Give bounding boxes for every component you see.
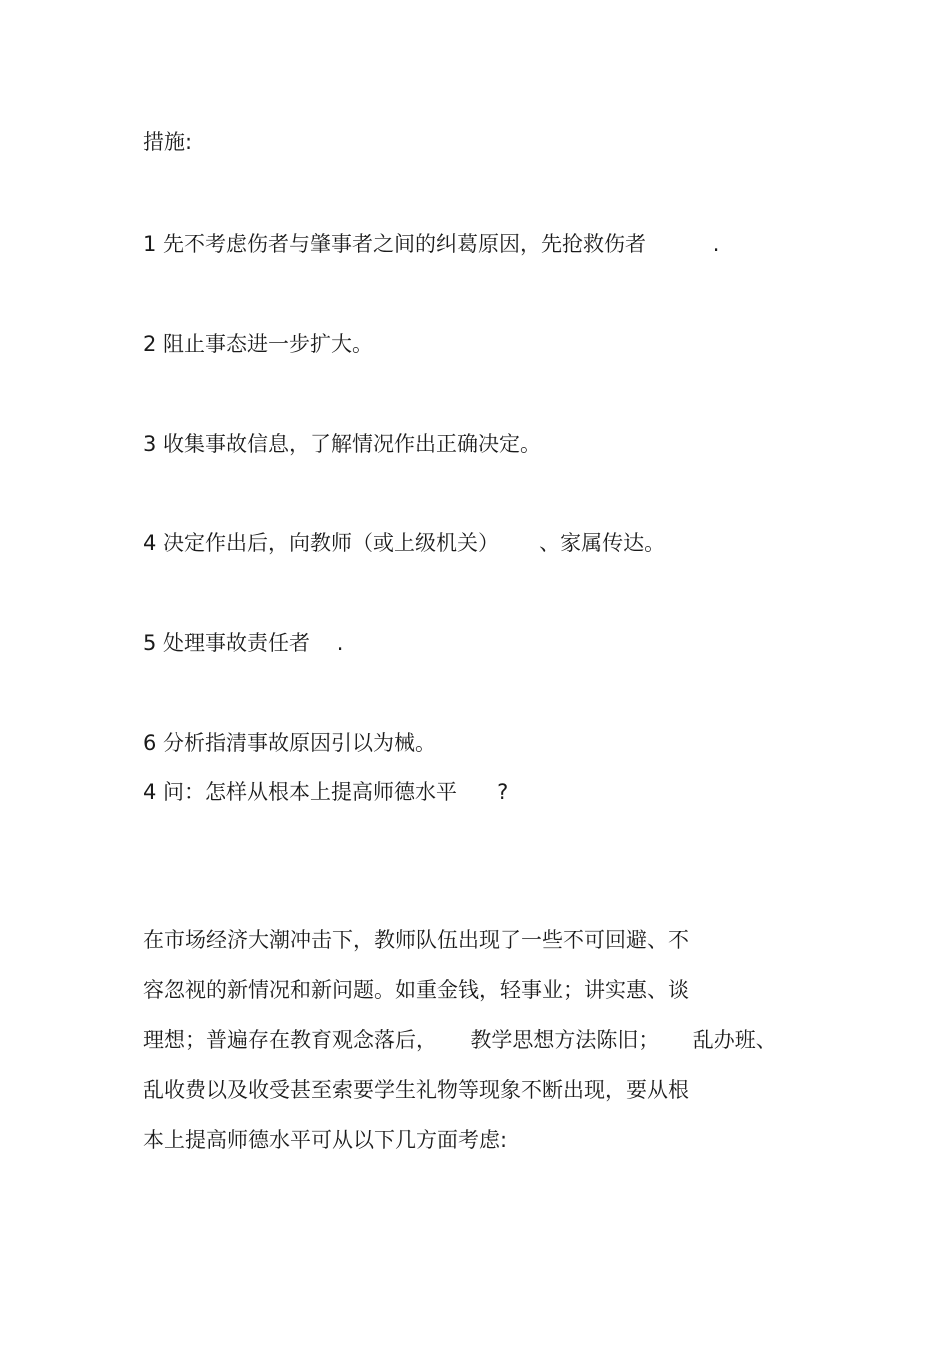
paragraph-line-4: 乱收费以及收受甚至索要学生礼物等现象不断出现，要从根 — [143, 1078, 689, 1102]
paragraph-line-3: 理想；普遍存在教育观念落后， 教学思想方法陈旧； 乱办班、 — [143, 1028, 777, 1052]
paragraph-line-1: 在市场经济大潮冲击下，教师队伍出现了一些不可回避、不 — [143, 928, 689, 952]
paragraph-line-5: 本上提高师德水平可从以下几方面考虑: — [143, 1128, 508, 1152]
measure-item-5: 5 处理事故责任者 . — [143, 631, 344, 655]
measure-item-1: 1 先不考虑伤者与肇事者之间的纠葛原因，先抢救伤者 . — [143, 232, 720, 256]
question-heading: 4 问：怎样从根本上提高师德水平 ? — [143, 780, 509, 804]
paragraph-line-2: 容忽视的新情况和新问题。如重金钱，轻事业；讲实惠、谈 — [143, 978, 689, 1002]
measures-heading: 措施: — [143, 130, 193, 154]
measure-item-3: 3 收集事故信息，了解情况作出正确决定。 — [143, 432, 542, 456]
measure-item-2: 2 阻止事态进一步扩大。 — [143, 332, 374, 356]
measure-item-4: 4 决定作出后，向教师（或上级机关） 、家属传达。 — [143, 531, 666, 555]
measure-item-6: 6 分析指清事故原因引以为械。 — [143, 731, 437, 755]
